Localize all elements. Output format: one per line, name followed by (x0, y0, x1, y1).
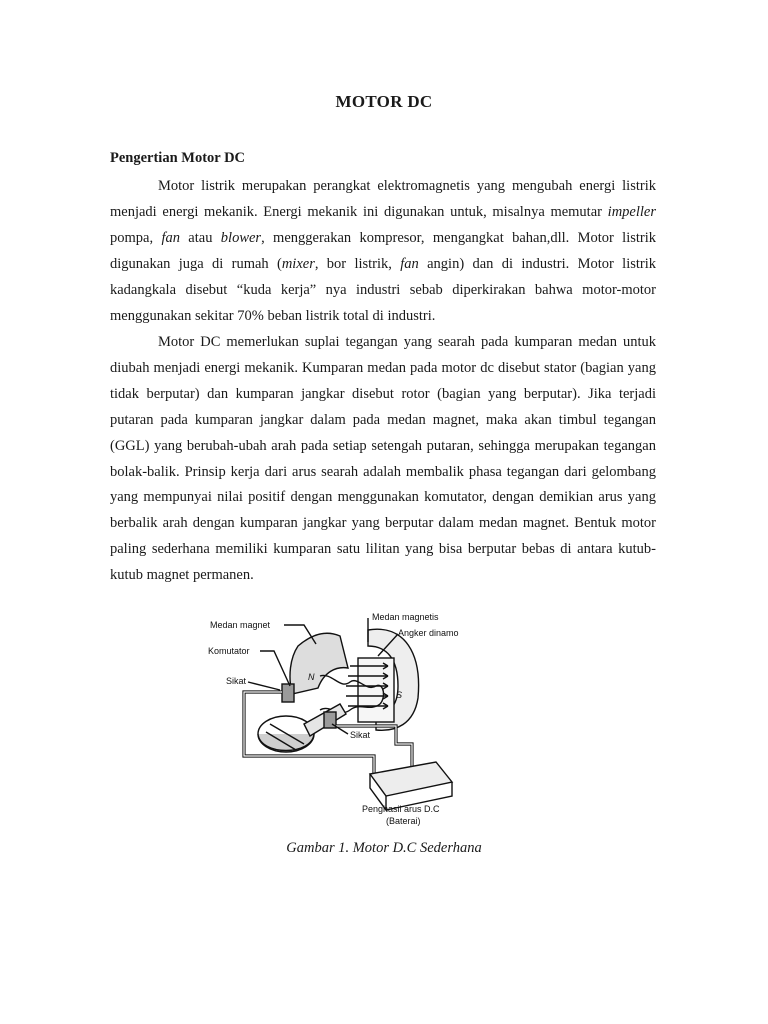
p1-text: pompa, (110, 229, 162, 246)
label-medan-magnet: Medan magnet (210, 620, 271, 630)
p1-italic-term: fan (400, 255, 419, 272)
dc-motor-diagram (200, 606, 490, 836)
label-baterai: (Baterai) (386, 816, 421, 826)
paragraph-1 (110, 174, 656, 329)
figure-caption: Gambar 1. Motor D.C Sederhana (286, 840, 482, 856)
label-angker-dinamo: Angker dinamo (398, 628, 459, 638)
label-medan-magnetis: Medan magnetis (372, 612, 439, 622)
label-pole-n: N (308, 672, 315, 682)
label-penghasil-arus: Penghasil arus D.C (362, 804, 440, 814)
p1-italic-term: mixer (281, 255, 315, 272)
p1-text: atau (179, 229, 221, 246)
p1-italic-term: fan (161, 229, 180, 246)
paragraph-2: Motor DC memerlukan suplai tegangan yang searah pada kumparan medan untuk diubah menjadi energi mekanik. Kumparan medan pada motor dc disebut stator (bagian yang tidak berputar) dan kumparan jangkar disebut rotor (bagian yang berputar). Jika terjadi putaran pada kumparan jangkar dalam pada medan magnet, maka akan timbul tegangan (GGL) yang berubah-ubah arah pada setiap setengah putaran, sehingga merupakan tegangan bolak-balik. Prinsip kerja dari arus searah adalah membalik phasa tegangan dari gelombang yang mempunyai nilai positif dengan menggunakan komutator, dengan demikian arus yang berbalik arah dengan kumparan jangkar yang berputar dalam medan magnet. Bentuk motor paling sederhana memiliki kumparan satu lilitan yang bisa berputar bebas di antara kutub-kutub magnet permanen. (110, 334, 656, 584)
left-magnet-pole (290, 633, 348, 694)
p1-italic-term: impeller (607, 203, 656, 220)
section-heading: Pengertian Motor DC (110, 150, 246, 166)
page-title: MOTOR DC (335, 92, 433, 111)
label-sikat-left: Sikat (226, 676, 247, 686)
brush-left (282, 684, 294, 702)
label-sikat-bottom: Sikat (350, 730, 371, 740)
p1-text: angin) dan di industri. Motor listrik kadangkala disebut “kuda kerja” nya industri sebab diperkirakan bahwa motor-motor menggunakan sekitar 70% beban listrik total di industri. (110, 255, 657, 324)
p1-text: , menggerakan kompresor, mengangkat bahan,dll. Motor listrik digunakan juga di rumah ( (110, 229, 657, 272)
p1-italic-term: blower (220, 229, 262, 246)
armature (358, 658, 394, 722)
label-komutator: Komutator (208, 646, 250, 656)
p1-text: Motor listrik merupakan perangkat elektromagnetis yang mengubah energi listrik menjadi energi mekanik. Energi mekanik ini digunakan untuk, misalnya memutar (110, 178, 656, 220)
p1-text: , bor listrik, (314, 255, 401, 272)
battery (370, 762, 452, 796)
label-pole-s: S (396, 690, 403, 700)
